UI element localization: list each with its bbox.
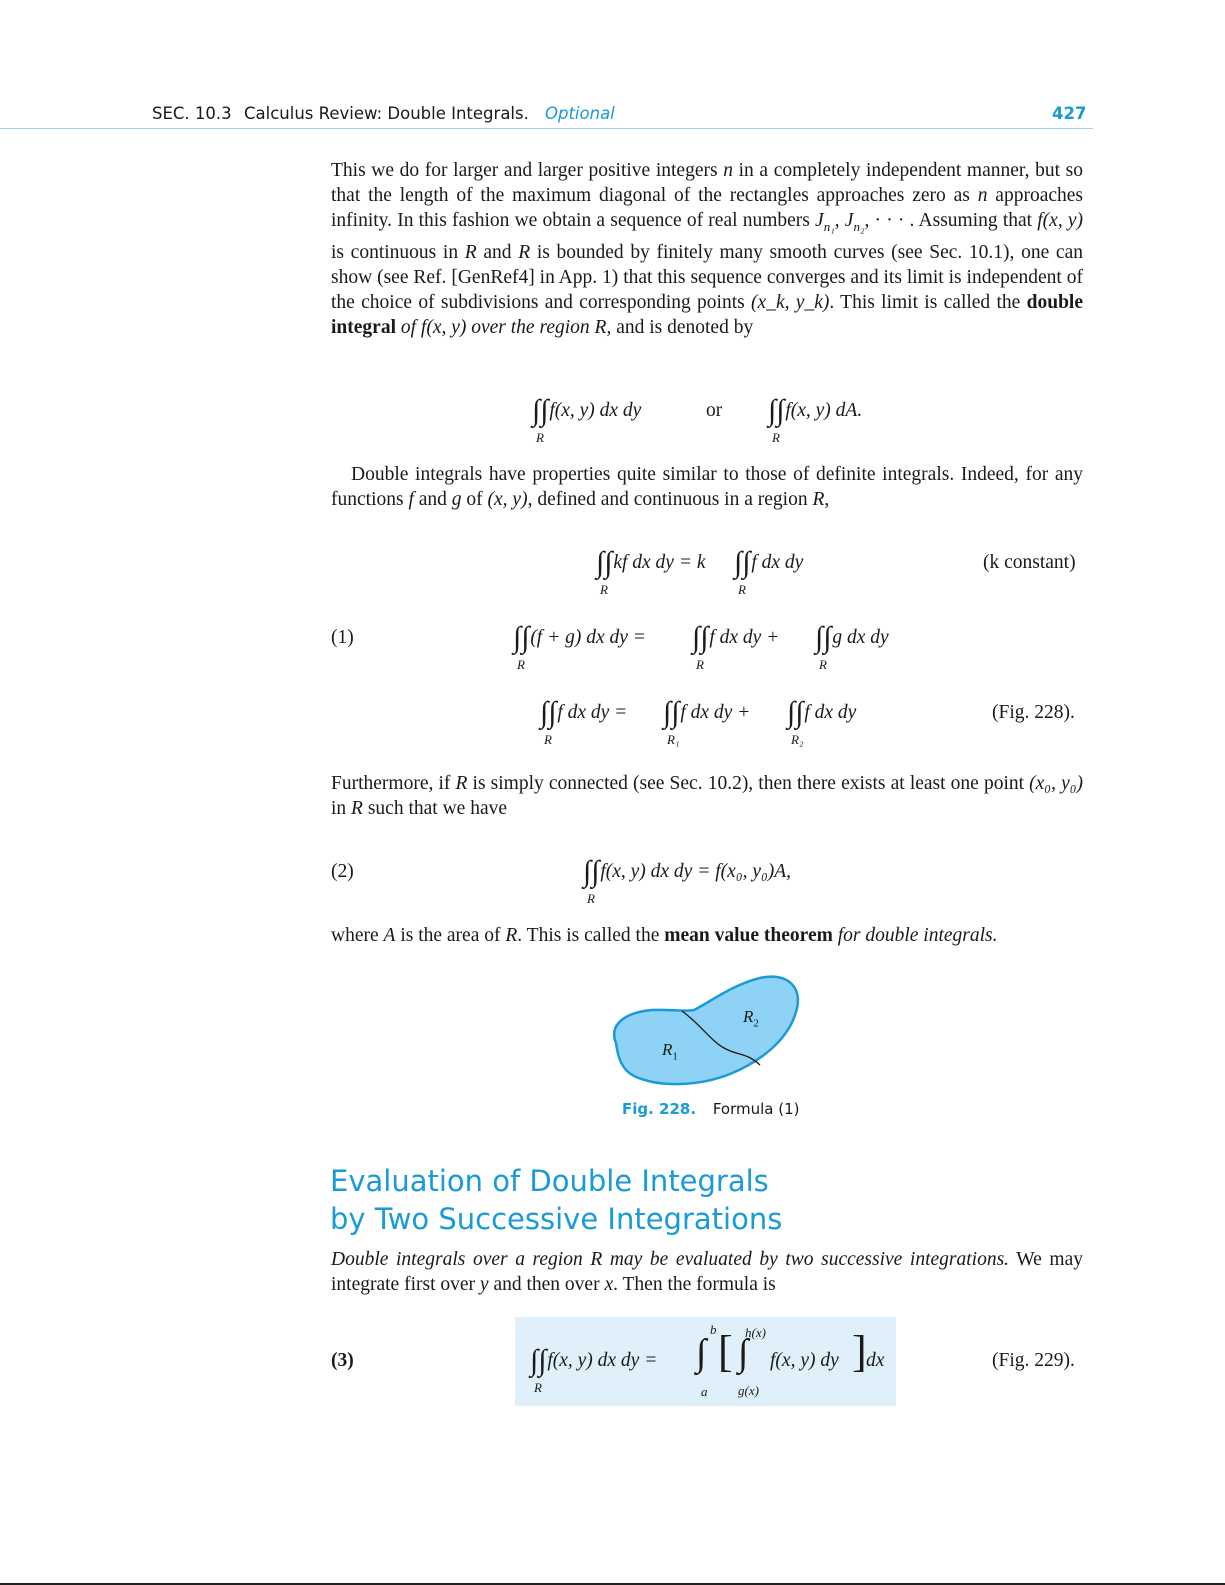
- paragraph-4: where A is the area of R. This is called the mean value theorem for double integrals.: [331, 925, 998, 946]
- header-rule: [0, 128, 1093, 129]
- figure-label-r1: $R_1$: [662, 1040, 678, 1063]
- region-subscript-r2: R₂: [791, 732, 804, 747]
- eq3-inner-integral-sign: ∫: [738, 1332, 749, 1374]
- eq3-lower-limit-outer: a: [701, 1384, 708, 1399]
- eq1c-left: ∫∫ f dx dy =: [540, 696, 628, 729]
- eq3-note: (Fig. 229).: [992, 1350, 1075, 1371]
- figure-228-regions: [600, 968, 815, 1093]
- eq1c-right: ∫∫ f dx dy: [787, 696, 857, 729]
- definition-or: or: [706, 400, 723, 421]
- eq2-body: ∫∫ f(x, y) dx dy = f(x₀, y₀)A,: [583, 855, 792, 888]
- region-subscript: R: [600, 582, 608, 597]
- figure-label-r2: $R_2$: [743, 1007, 759, 1030]
- running-header-section: SEC. 10.3: [152, 104, 232, 123]
- section-heading-line2: by Two Successive Integrations: [330, 1202, 783, 1236]
- eq3-lower-limit-inner: g(x): [738, 1383, 759, 1398]
- eq3-upper-limit-inner: h(x): [745, 1325, 766, 1340]
- figure-caption-number: Fig. 228.: [622, 1100, 697, 1118]
- eq3-left-bracket: [: [718, 1327, 733, 1376]
- region-subscript: R: [534, 1380, 542, 1395]
- eq1b-right: ∫∫ g dx dy: [815, 621, 889, 654]
- equation-label-3: (3): [331, 1350, 354, 1371]
- region-subscript: R: [536, 430, 544, 445]
- eq3-inner-integrand: f(x, y) dy: [770, 1350, 839, 1371]
- region-subscript: R: [772, 430, 780, 445]
- figure-caption: [622, 1100, 800, 1118]
- region-subscript: R: [587, 891, 595, 906]
- section-heading: [330, 1162, 782, 1238]
- running-header-title: Calculus Review: Double Integrals.: [244, 104, 529, 123]
- region-subscript: R: [544, 732, 552, 747]
- definition-integral-right: ∫∫ f(x, y) dA.: [768, 394, 863, 427]
- eq3-upper-limit-outer: b: [710, 1322, 717, 1337]
- definition-integral-left: ∫∫ f(x, y) dx dy: [532, 394, 642, 427]
- eq1a-left: ∫∫ kf dx dy = k: [596, 546, 706, 579]
- eq3-right-bracket: ]: [852, 1327, 867, 1376]
- eq3-left: ∫∫ f(x, y) dx dy =: [530, 1344, 658, 1377]
- paragraph-1: This we do for larger and larger positive integers n in a completely independent manner, but so that the length of the maximum diagonal of the rectangles approaches zero as n approaches infinity. In this fashion we obtain a sequence of real numbers $J_{n_1}$, $J_{n_2}$, · · · . Assuming that f(x, y) is continuous in R and R is bounded by finitely many smooth curves (see Sec. 10.1), one can show (see Ref. [GenRef4] in App. 1) that this sequence converges and its limit is independent of the choice of subdivisions and corresponding points (x_k, y_k). This limit is called the double integral of f(x, y) over the region R, and is denoted by: [331, 160, 1084, 339]
- paragraph-5: Double integrals over a region R may be evaluated by two successive integrations. We may integrate first over y and then over x. Then the formula is: [331, 1249, 1083, 1296]
- region-outline: [614, 977, 798, 1084]
- region-subscript: R: [517, 657, 525, 672]
- region-subscript: R: [696, 657, 704, 672]
- eq1a-right: ∫∫ f dx dy: [734, 546, 804, 579]
- eq1b-mid: ∫∫ f dx dy +: [692, 621, 780, 654]
- paragraph-2: Double integrals have properties quite similar to those of definite integrals. Indeed, for any functions f and g of (x, y), defined and continuous in a region R,: [331, 464, 1083, 511]
- region-subscript-r1: R₁: [667, 732, 680, 747]
- equation-label-2: (2): [331, 861, 354, 882]
- eq1b-left: ∫∫ (f + g) dx dy =: [513, 621, 646, 654]
- eq1a-note: (k constant): [983, 552, 1076, 573]
- page-number: 427: [1052, 104, 1087, 123]
- region-subscript: R: [738, 582, 746, 597]
- eq3-dx: dx: [866, 1350, 885, 1371]
- eq1c-note: (Fig. 228).: [992, 702, 1075, 723]
- region-subscript: R: [819, 657, 827, 672]
- equation-label-1: (1): [331, 627, 354, 648]
- eq3-outer-integral-sign: ∫: [696, 1332, 707, 1374]
- running-header-optional: Optional: [545, 104, 615, 123]
- eq1c-mid: ∫∫ f dx dy +: [663, 696, 751, 729]
- paragraph-3: Furthermore, if R is simply connected (see Sec. 10.2), then there exists at least one point (x₀, y₀) in R such that we have: [331, 773, 1084, 820]
- section-heading-line1: Evaluation of Double Integrals: [330, 1164, 769, 1198]
- figure-caption-text: Formula (1): [712, 1100, 800, 1118]
